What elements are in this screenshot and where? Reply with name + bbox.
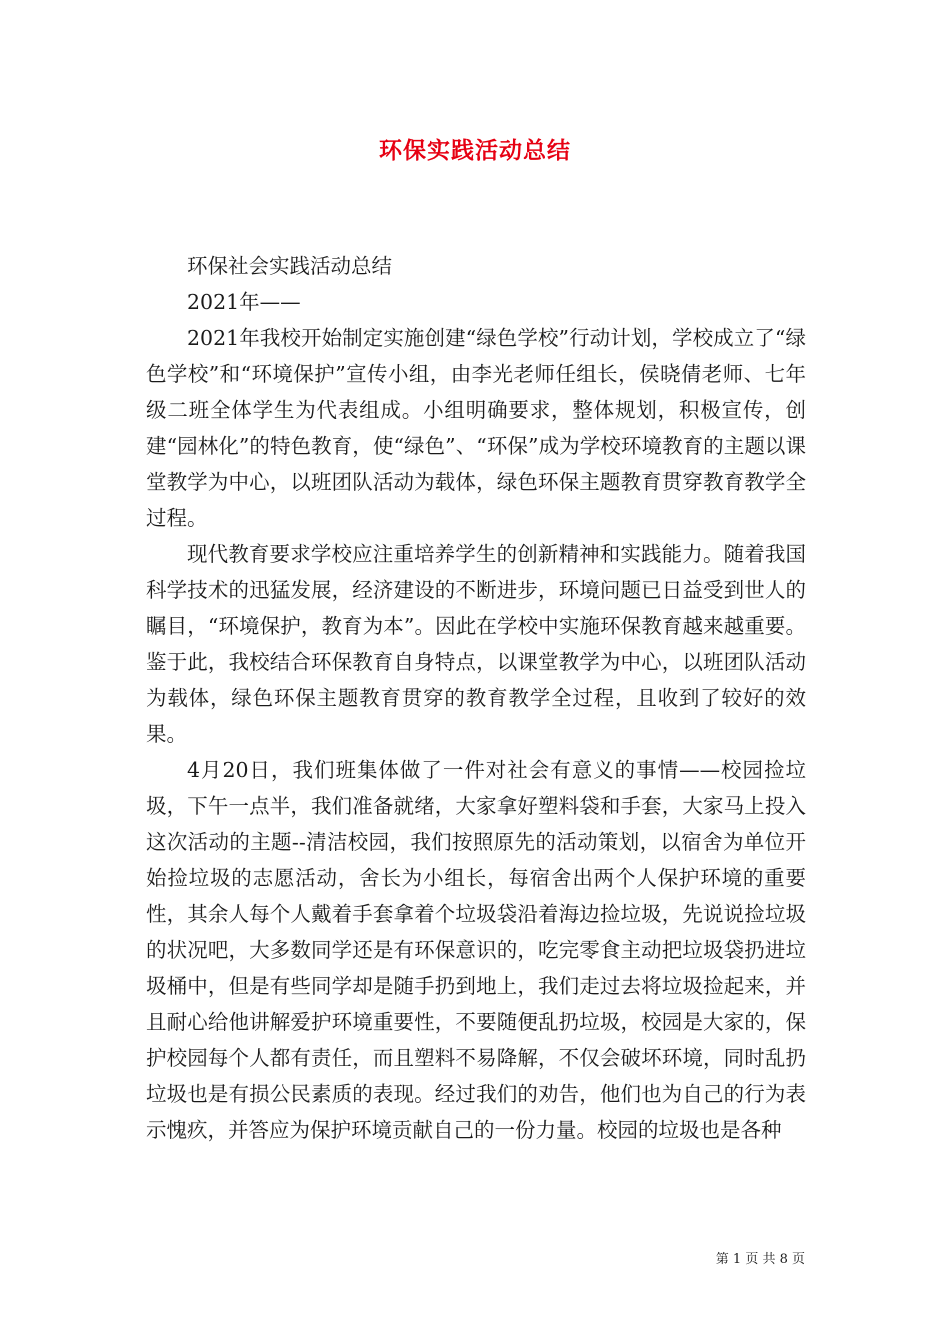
- paragraph-2: 现代教育要求学校应注重培养学生的创新精神和实践能力。随着我国科学技术的迅猛发展，经济建设的不断进步，环境问题已日益受到世人的瞩目，“环境保护，教育为本”。因此在学校中实施环保教育越来越重要。鉴于此，我校结合环保教育自身特点，以课堂教学为中心，以班团队活动为载体，绿色环保主题教育贯穿的教育教学全过程，且收到了较好的效果。: [146, 542, 806, 746]
- paragraph-1: 2021年我校开始制定实施创建“绿色学校”行动计划，学校成立了“绿色学校”和“环境保护”宣传小组，由李光老师任组长，侯晓倩老师、七年级二班全体学生为代表组成。小组明确要求，整体规划，积极宣传，创建“园林化”的特色教育，使“绿色”、“环保”成为学校环境教育的主题以课堂教学为中心，以班团队活动为载体，绿色环保主题教育贯穿教育教学全过程。: [146, 326, 806, 530]
- paragraph-heading: 环保社会实践活动总结: [187, 254, 392, 278]
- document-title: 环保实践活动总结: [379, 138, 571, 164]
- document-body: [146, 248, 806, 1148]
- page-number-footer: 第 1 页 共 8 页: [715, 1252, 805, 1267]
- paragraph-3: 4月20日，我们班集体做了一件对社会有意义的事情——校园捡垃圾，下午一点半，我们准备就绪，大家拿好塑料袋和手套，大家马上投入这次活动的主题--清洁校园，我们按照原先的活动策划，以宿舍为单位开始捡垃圾的志愿活动，舍长为小组长，每宿舍出两个人保护环境的重要性，其余人每个人戴着手套拿着个垃圾袋沿着海边捡垃圾，先说说捡垃圾的状况吧，大多数同学还是有环保意识的，吃完零食主动把垃圾袋扔进垃圾桶中，但是有些同学却是随手扔到地上，我们走过去将垃圾捡起来，并且耐心给他讲解爱护环境重要性，不要随便乱扔垃圾，校园是大家的，保护校园每个人都有责任，而且塑料不易降解，不仅会破坏环境，同时乱扔垃圾也是有损公民素质的表现。经过我们的劝告，他们也为自己的行为表示愧疚，并答应为保护环境贡献自己的一份力量。校园的垃圾也是各种: [146, 758, 806, 1142]
- paragraph-date: 2021年——: [187, 290, 301, 314]
